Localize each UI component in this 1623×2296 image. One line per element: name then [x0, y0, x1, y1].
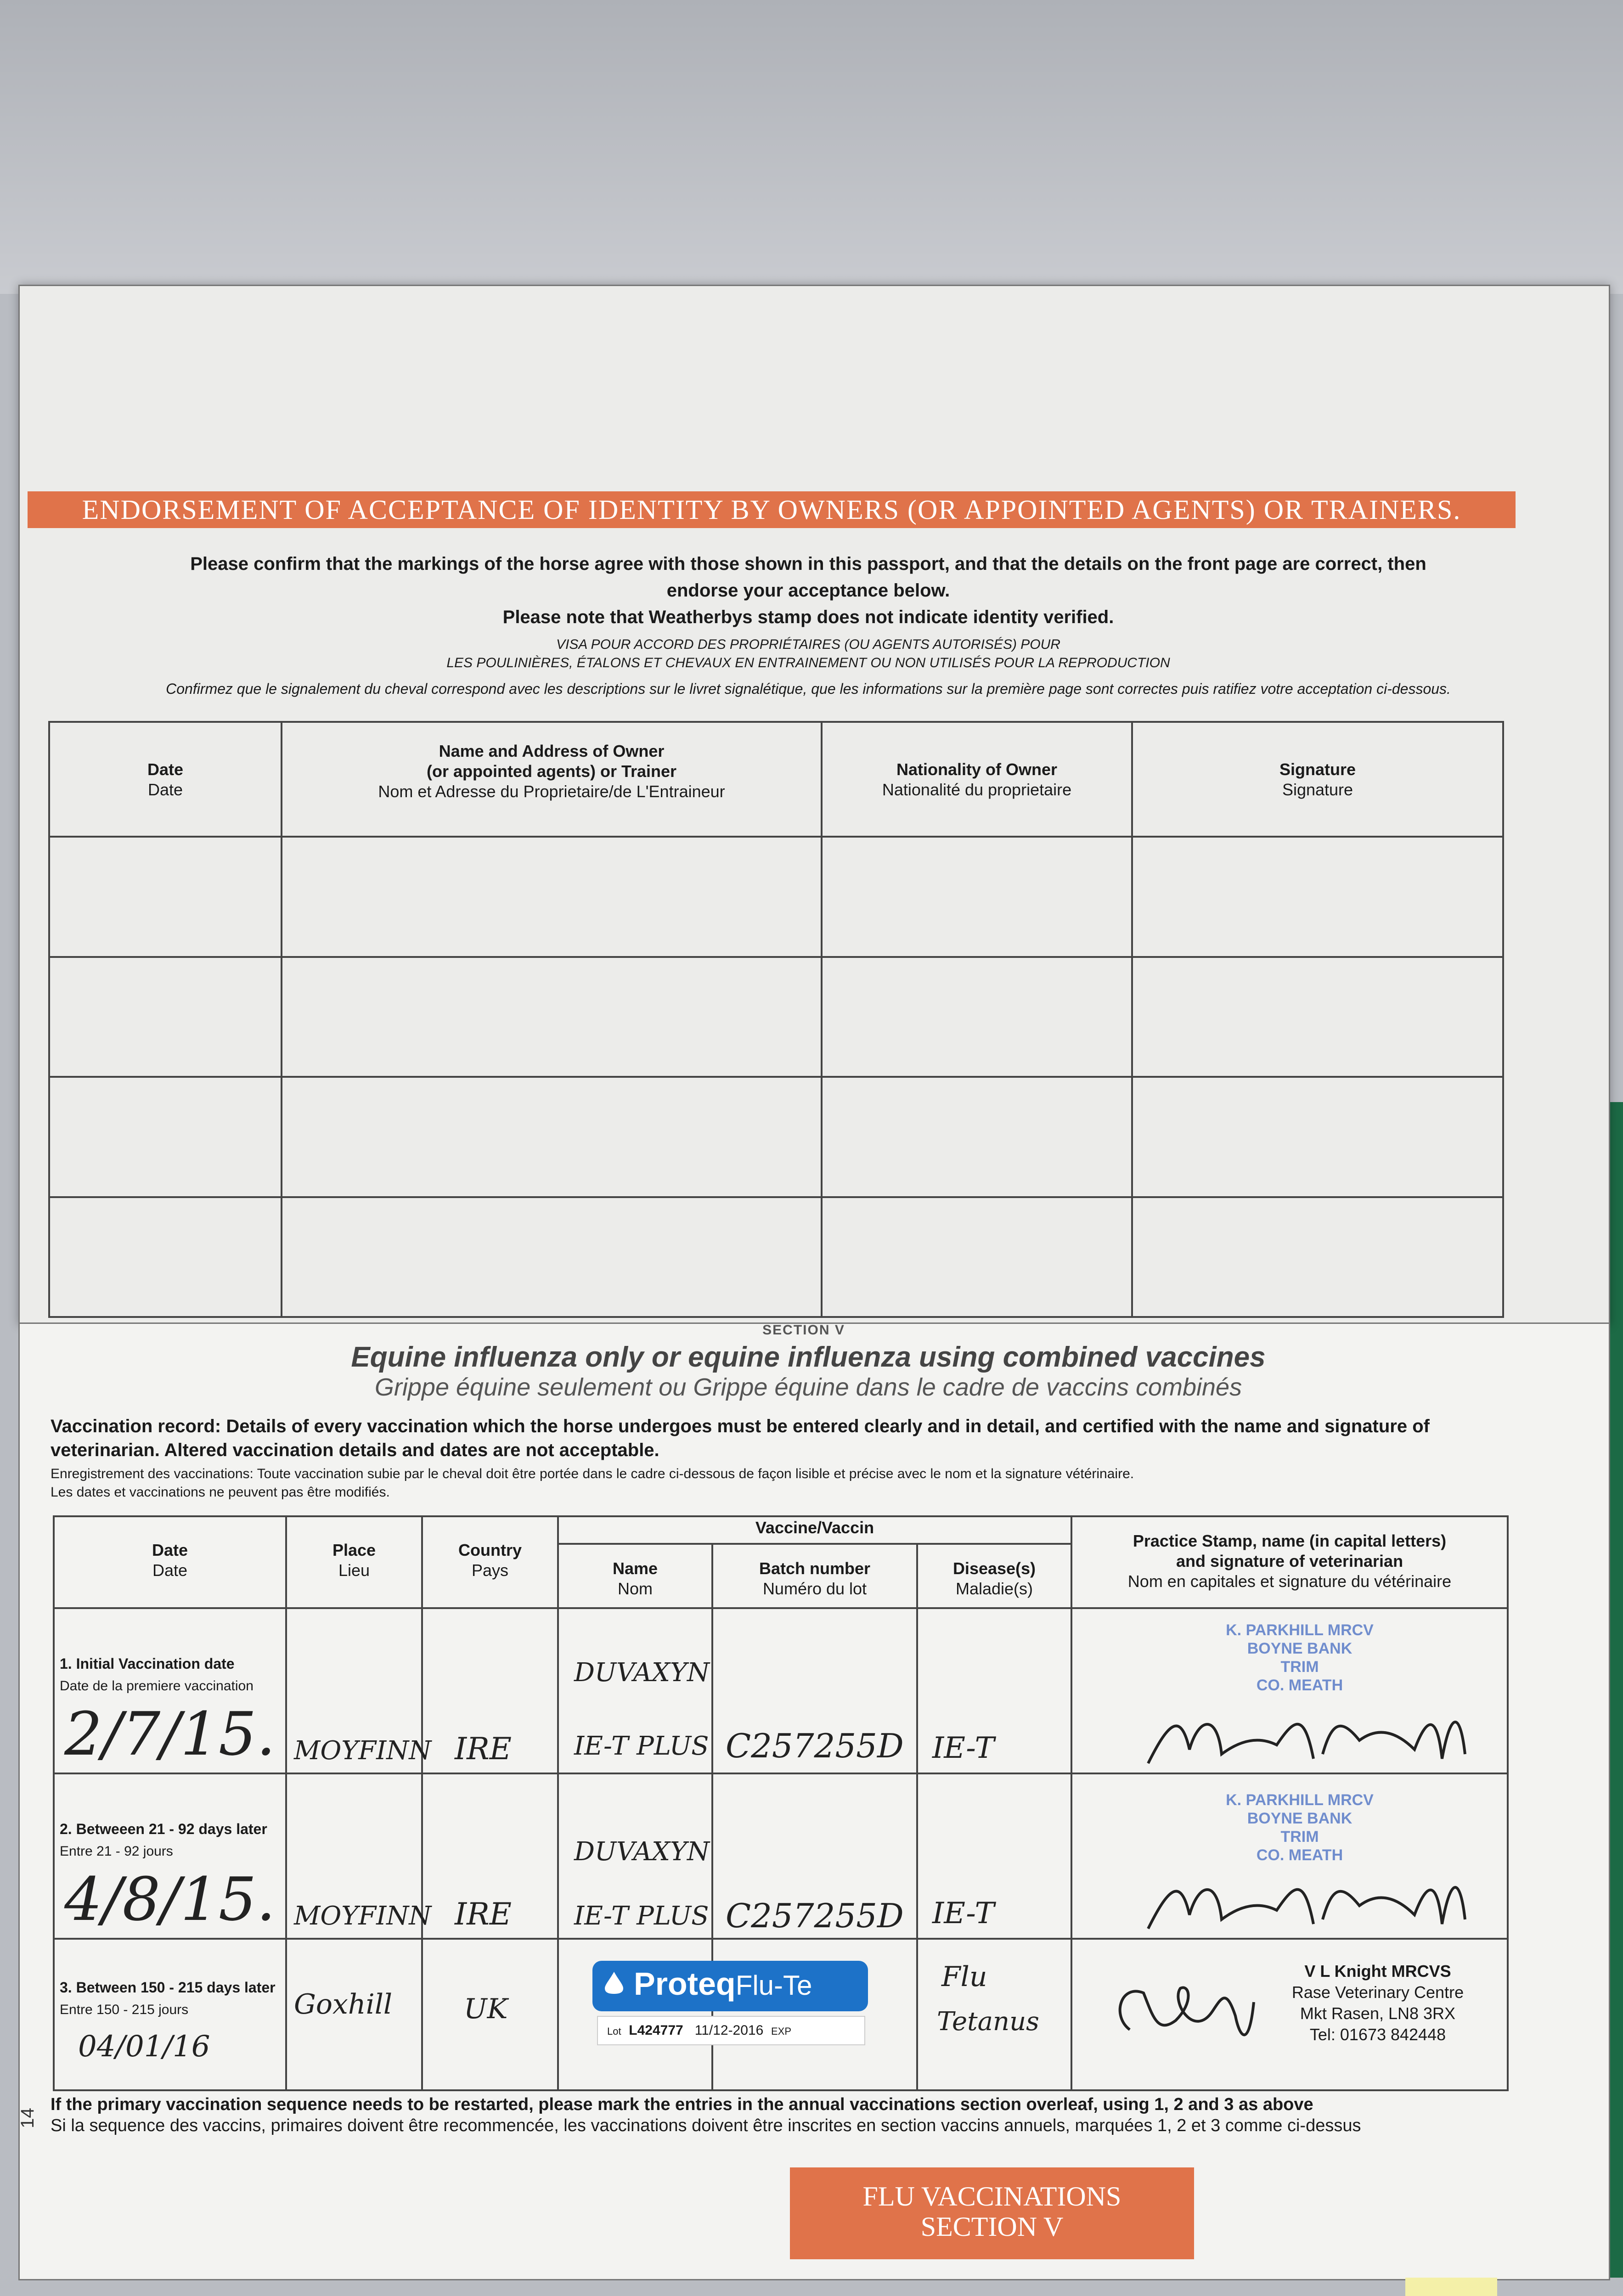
restart-instruction: If the primary vaccination sequence needs to be restarted, please mark the entries in the annual vaccinations section overleaf, using 1, 2 and 3 as above Si la sequence des vaccins, primaires doivent être recommencée, les vaccinations doivent être inscrites en section vaccins annuels, marquées 1, 2 et 3 comme ci-dessus: [51, 2095, 1361, 2135]
nationality-cell[interactable]: [822, 957, 1132, 1077]
date-cell[interactable]: [49, 957, 282, 1077]
section-tag: SECTION V: [762, 1322, 845, 1338]
endorsement-french-1: VISA POUR ACCORD DES PROPRIÉTAIRES (OU AGENTS AUTORISÉS) POUR: [556, 637, 1060, 652]
row1-disease: IE-T: [932, 1731, 995, 1765]
vac-header-stamp: Practice Stamp, name (in capital letters) and signature of veterinarian Nom en capitales et signature du vétérinaire: [1071, 1516, 1508, 1608]
table-row: [49, 837, 1503, 957]
row3-date: 04/01/16: [78, 2030, 210, 2064]
practice-stamp-2: K. PARKHILL MRCV BOYNE BANK TRIM CO. MEATH: [1226, 1791, 1374, 1864]
row1-vaccine-name: DUVAXYN: [574, 1658, 710, 1688]
vac-header-country: Country Pays: [422, 1516, 558, 1608]
vet-signature-3: [1102, 1947, 1277, 2057]
row2-place: MOYFINN: [294, 1901, 432, 1931]
section-subtitle: Grippe équine seulement ou Grippe équine dans le cadre de vaccins combinés: [374, 1373, 1242, 1401]
nationality-cell[interactable]: [822, 1197, 1132, 1317]
signature-cell[interactable]: [1132, 1197, 1503, 1317]
signature-cell[interactable]: [1132, 1077, 1503, 1197]
header-owner-name: Name and Address of Owner (or appointed agents) or Trainer Nom et Adresse du Proprietaire/de L'Entraineur: [282, 722, 822, 837]
endorsement-instruction-1: Please confirm that the markings of the horse agree with those shown in this passport, and that the details on the front page are correct, then: [190, 554, 1426, 574]
row3-disease-1: Flu: [941, 1961, 987, 1993]
header-signature: Signature Signature: [1132, 722, 1503, 837]
row2-disease: IE-T: [932, 1896, 995, 1930]
row3-label: 3. Between 150 - 215 days later: [60, 1979, 276, 1996]
vaccination-record-french: Enregistrement des vaccinations: Toute vaccination subie par le cheval doit être portée dans le cadre ci-dessous de façon lisible et précise avec le nom et la signature vétérinaire. Les dates et vaccinations ne peuvent pas être modifiés.: [51, 1466, 1134, 1500]
endorsement-french-2: LES POULINIÈRES, ÉTALONS ET CHEVAUX EN ENTRAINEMENT OU NON UTILISÉS POUR LA REPRODUCTION: [446, 655, 1170, 670]
header-date: Date Date: [49, 722, 282, 837]
row1-batch: C257255D: [726, 1727, 904, 1765]
signature-cell[interactable]: [1132, 837, 1503, 957]
endorsement-banner: ENDORSEMENT OF ACCEPTANCE OF IDENTITY BY OWNERS (OR APPOINTED AGENTS) OR TRAINERS.: [28, 491, 1516, 528]
row2-date: 4/8/15.: [64, 1864, 276, 1934]
vet-signature-1: [1139, 1699, 1470, 1777]
vac-header-batch: Batch number Numéro du lot: [712, 1544, 917, 1608]
owner-cell[interactable]: [282, 1077, 822, 1197]
date-cell[interactable]: [49, 837, 282, 957]
date-cell[interactable]: [49, 1077, 282, 1197]
table-row: [49, 1077, 1503, 1197]
row1-date: 2/7/15.: [64, 1699, 276, 1769]
row1-place: MOYFINN: [294, 1736, 432, 1766]
row2-vaccine-sub: IE-T PLUS: [574, 1901, 709, 1931]
vac-header-place: Place Lieu: [286, 1516, 422, 1608]
table-row: [49, 957, 1503, 1077]
footer-banner: FLU VACCINATIONS SECTION V: [790, 2167, 1194, 2259]
vac-header-date: Date Date: [54, 1516, 286, 1608]
vac-header-disease: Disease(s) Maladie(s): [917, 1544, 1071, 1608]
row3-place: Goxhill: [294, 1988, 393, 2020]
vac-header-name: Name Nom: [558, 1544, 712, 1608]
row2-batch: C257255D: [726, 1896, 904, 1935]
vet-details: V L Knight MRCVS Rase Veterinary Centre Mkt Rasen, LN8 3RX Tel: 01673 842448: [1291, 1962, 1464, 2044]
row1-country: IRE: [455, 1731, 512, 1767]
endorsement-instruction-2: endorse your acceptance below.: [666, 580, 950, 601]
section-title: Equine influenza only or equine influenza using combined vaccines: [351, 1341, 1266, 1373]
endorsement-table: [48, 721, 1504, 1318]
endorsement-instruction-3: Please note that Weatherbys stamp does not indicate identity verified.: [502, 607, 1114, 627]
date-cell[interactable]: [49, 1197, 282, 1317]
row1-label: 1. Initial Vaccination date: [60, 1655, 235, 1672]
endorsement-french-3: Confirmez que le signalement du cheval correspond avec les descriptions sur le livret signalétique, que les informations sur la première page sont correctes puis ratifiez votre acceptation ci-dessous.: [166, 681, 1451, 697]
drop-icon: [603, 1971, 626, 1994]
vaccination-record-text: Vaccination record: Details of every vaccination which the horse undergoes must be entered clearly and in detail, and certified with the name and signature of veterinarian. Altered vaccination details and dates are not acceptable.: [51, 1416, 1430, 1460]
nationality-cell[interactable]: [822, 837, 1132, 957]
signature-cell[interactable]: [1132, 957, 1503, 1077]
owner-cell[interactable]: [282, 957, 822, 1077]
row1-label-fr: Date de la premiere vaccination: [60, 1678, 254, 1694]
proteq-lot-label: Lot L424777 11/12-2016 EXP: [597, 2016, 865, 2045]
sticky-tab: [1405, 2278, 1497, 2296]
vac-header-vaccine: Vaccine/Vaccin: [558, 1516, 1071, 1544]
vet-signature-2: [1139, 1864, 1470, 1942]
nationality-cell[interactable]: [822, 1077, 1132, 1197]
row2-vaccine-name: DUVAXYN: [574, 1837, 710, 1867]
proteq-sticker: [592, 1961, 868, 2011]
owner-cell[interactable]: [282, 1197, 822, 1317]
page-number: 14: [17, 2108, 38, 2128]
row2-label: 2. Betweeen 21 - 92 days later: [60, 1821, 267, 1837]
proteq-brand: ProteqFlu-Te: [634, 1966, 812, 2002]
scan-background: [0, 0, 1623, 294]
row3-disease-2: Tetanus: [937, 2007, 1039, 2037]
practice-stamp-1: K. PARKHILL MRCV BOYNE BANK TRIM CO. MEATH: [1226, 1621, 1374, 1694]
row3-country: UK: [464, 1993, 508, 2025]
row1-vaccine-sub: IE-T PLUS: [574, 1731, 709, 1761]
owner-cell[interactable]: [282, 837, 822, 957]
table-row: [49, 1197, 1503, 1317]
row2-label-fr: Entre 21 - 92 jours: [60, 1844, 173, 1859]
row3-label-fr: Entre 150 - 215 jours: [60, 2002, 189, 2017]
row2-country: IRE: [455, 1896, 512, 1932]
header-nationality: Nationality of Owner Nationalité du proprietaire: [822, 722, 1132, 837]
